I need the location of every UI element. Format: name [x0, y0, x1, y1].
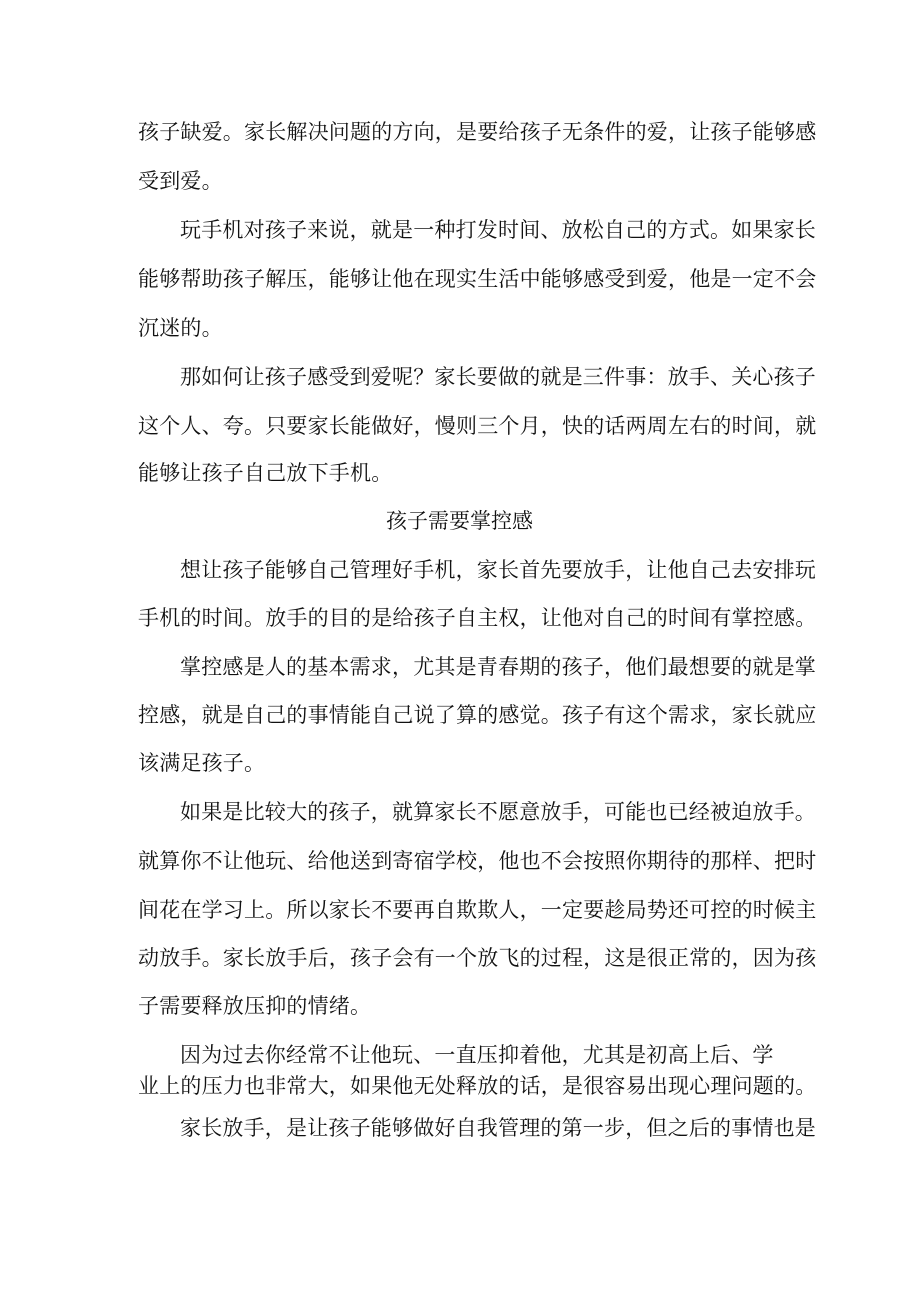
paragraph-7-line-2: 业上的压力也非常大，如果他无处释放的话，是很容易出现心理问题的。	[138, 1074, 817, 1098]
paragraph-6-line-1: 如果是比较大的孩子，就算家长不愿意放手，可能也已经被迫放手。	[180, 800, 816, 824]
paragraph-6-line-4: 动放手。家长放手后，孩子会有一个放飞的过程，这是很正常的，因为孩	[138, 946, 817, 970]
paragraph-2-line-1: 玩手机对孩子来说，就是一种打发时间、放松自己的方式。如果家长	[180, 218, 816, 242]
paragraph-6-line-3: 间花在学习上。所以家长不要再自欺欺人，一定要趁局势还可控的时候主	[138, 898, 817, 922]
paragraph-2-line-3: 沉迷的。	[138, 316, 223, 340]
paragraph-3-line-2: 这个人、夸。只要家长能做好，慢则三个月，快的话两周左右的时间，就	[138, 414, 817, 438]
paragraph-8-line-1: 家长放手，是让孩子能够做好自我管理的第一步，但之后的事情也是	[180, 1116, 816, 1140]
paragraph-6-line-5: 子需要释放压抑的情绪。	[138, 994, 372, 1018]
paragraph-4-line-2: 手机的时间。放手的目的是给孩子自主权，让他对自己的时间有掌控感。	[138, 606, 817, 630]
paragraph-5-line-3: 该满足孩子。	[138, 751, 266, 775]
paragraph-5-line-1: 掌控感是人的基本需求，尤其是青春期的孩子，他们最想要的就是掌	[180, 655, 816, 679]
section-heading: 孩子需要掌控感	[386, 509, 533, 533]
paragraph-1-line-1: 孩子缺爱。家长解决问题的方向，是要给孩子无条件的爱，让孩子能够感	[138, 120, 817, 144]
paragraph-2-line-2: 能够帮助孩子解压，能够让他在现实生活中能够感受到爱，他是一定不会	[138, 267, 817, 291]
paragraph-3-line-1: 那如何让孩子感受到爱呢？家长要做的就是三件事：放手、关心孩子	[180, 365, 816, 389]
paragraph-5-line-2: 控感，就是自己的事情能自己说了算的感觉。孩子有这个需求，家长就应	[138, 703, 817, 727]
paragraph-7-line-1: 因为过去你经常不让他玩、一直压抑着他，尤其是初高上后、学	[180, 1043, 774, 1067]
paragraph-3-line-3: 能够让孩子自己放下手机。	[138, 461, 393, 485]
paragraph-1-line-2: 受到爱。	[138, 169, 223, 193]
paragraph-6-line-2: 就算你不让他玩、给他送到寄宿学校，他也不会按照你期待的那样、把时	[138, 849, 817, 873]
paragraph-4-line-1: 想让孩子能够自己管理好手机，家长首先要放手，让他自己去安排玩	[180, 558, 816, 582]
